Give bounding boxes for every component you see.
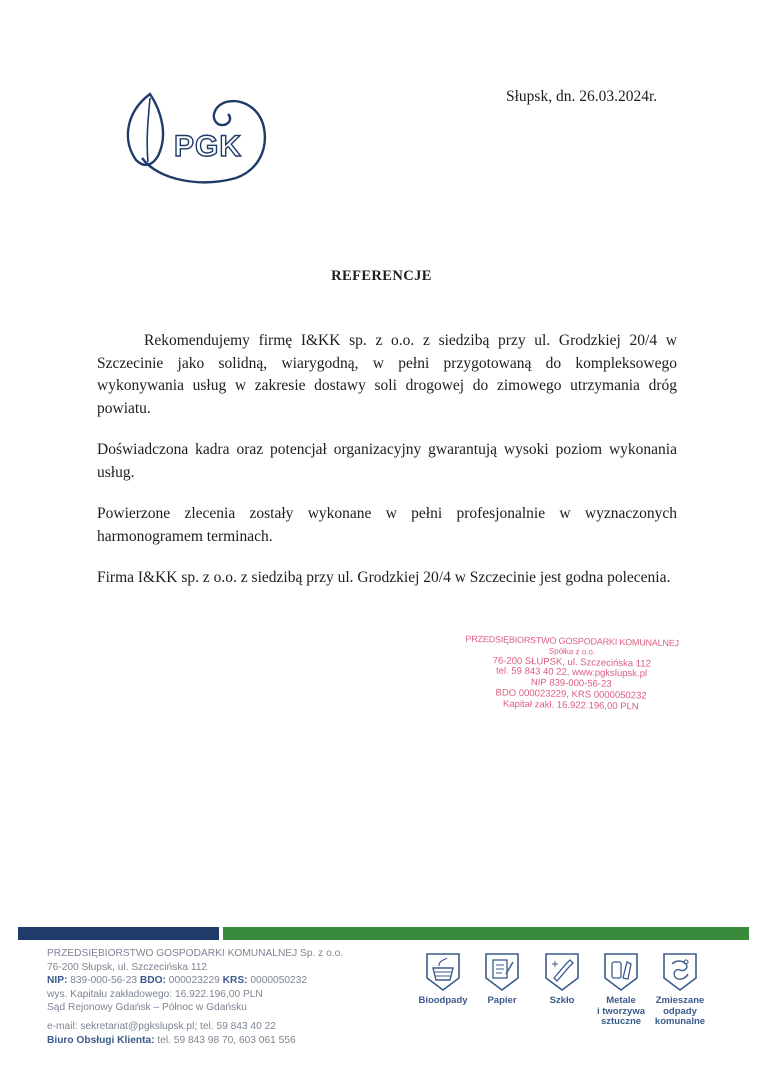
waste-label: Papier [487,995,517,1006]
footer-company-name: PRZEDSIĘBIORSTWO GOSPODARKI KOMUNALNEJ Sp. z o.o. [47,948,344,959]
stamp-line: 76-200 SŁUPSK, ul. Szczecińska 112 [492,654,651,670]
pgk-logo [118,88,270,190]
paragraph-orders: Powierzone zlecenia zostały wykonane w pełni profesjonalnie w wyznaczonych harmonogramem terminach. [97,505,677,545]
bok-label: Biuro Obsługi Klienta: [47,1034,155,1046]
bdo-label: BDO: [139,975,166,987]
krs-value: 0000050232 [250,975,308,987]
waste-label: Metale i tworzywa sztuczne [596,995,646,1027]
stamp-line: Kapitał zakł. 16.922.196,00 PLN [502,698,639,713]
mixed-waste-icon [660,950,700,992]
footer-company-info [47,947,343,1015]
krs-label: KRS: [222,975,248,987]
nip-label: NIP: [47,975,68,987]
footer-bar-navy [18,927,219,940]
footer-contact [47,1020,296,1047]
paragraph-recommendation: Rekomendujemy firmę I&KK sp. z o.o. z siedzibą przy ul. Grodzkiej 20/4 w Szczecinie jako solidną, wiarygodną, w pełni przygotowaną do kompleksowego wykonywania usług w zakresie dostawy soli drogowej do zimowego utrzymania dróg powiatu. [97,332,677,417]
footer-court: Sąd Rejonowy Gdańsk – Północ w Gdańsku [47,1002,247,1014]
waste-label: Szkło [549,995,575,1006]
date-line: Słupsk, dn. 26.03.2024r. [506,88,658,105]
footer-bok-line [47,1034,296,1048]
footer-capital: wys. Kapitału zakładowego: 16.922.196,00 PLN [47,988,263,1000]
stamp-line: Spółka z o.o. [548,646,596,657]
waste-label: Bioodpady [418,995,468,1006]
glass-bottle-icon [542,950,582,992]
stamp-line: tel. 59 843 40 22, www.pgkslupsk.pl [495,665,648,680]
biowaste-basket-icon [423,950,463,992]
logo-text: PGK [174,130,243,163]
stamp-line: NIP 839-000-56-23 [530,677,612,691]
stamp-line: PRZEDSIĘBIORSTWO GOSPODARKI KOMUNALNEJ [465,633,679,649]
metal-plastic-icon [601,950,641,992]
paragraph-staff: Doświadczona kadra oraz potencjał organizacyjny gwarantują wysoki poziom wykonania usług. [97,441,677,481]
footer-bar-green [223,927,749,940]
bok-value: tel. 59 843 98 70, 603 061 556 [157,1034,296,1046]
paper-icon [482,950,522,992]
footer-registry [47,974,343,988]
document-title: REFERENCJE [331,268,432,284]
letter-body [97,330,677,609]
bdo-value: 000023229 [168,975,220,987]
footer-address: 76-200 Słupsk, ul. Szczecińska 112 [47,961,208,973]
waste-item-zmieszane [644,950,716,1028]
company-stamp [463,634,680,714]
stamp-line: BDO 000023229, KRS 0000050232 [495,687,647,702]
nip-value: 839-000-56-23 [70,975,138,987]
footer-email-line: e-mail: sekretariat@pgkslupsk.pl; tel. 59 843 40 22 [47,1021,276,1032]
waste-label: Zmieszane odpady komunalne [654,995,706,1027]
paragraph-closing: Firma I&KK sp. z o.o. z siedzibą przy ul. Grodzkiej 20/4 w Szczecinie jest godna polecenia. [97,569,671,586]
